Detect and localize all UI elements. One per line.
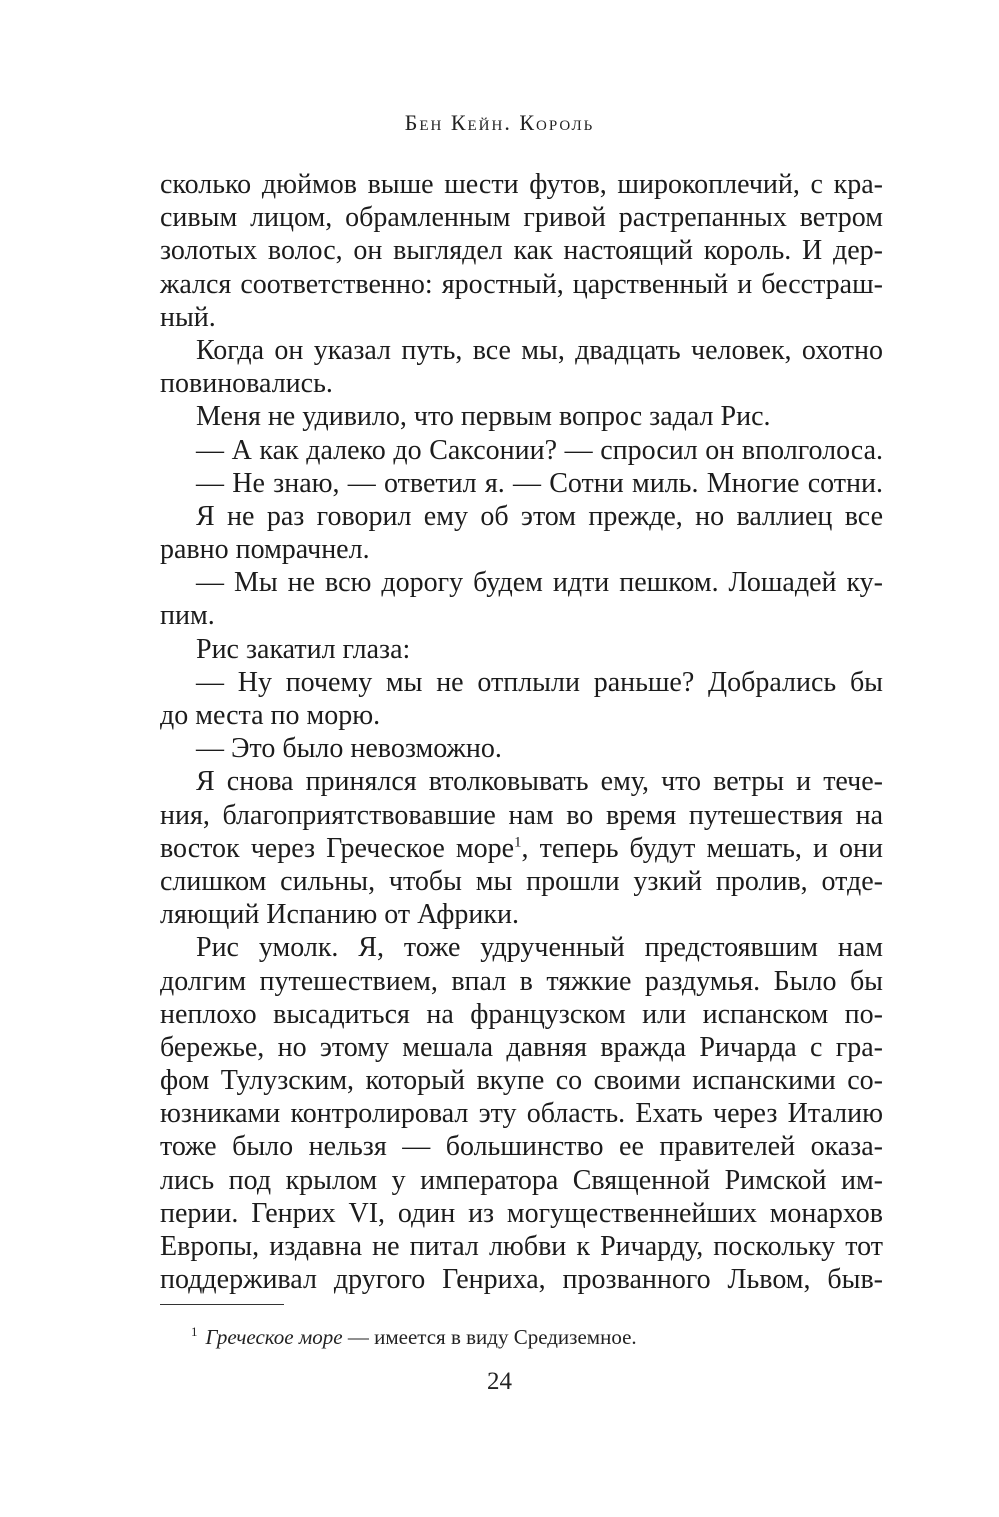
text-line: неплохо высадиться на французском или испанском по-	[160, 998, 883, 1030]
text-line: Европы, издавна не питал любви к Ричарду, поскольку тот	[160, 1231, 883, 1262]
text-line: жался соответственно: яростный, царственный и бесстраш-	[160, 268, 883, 300]
text-segment: , теперь будут мешать, и они	[521, 832, 883, 864]
text-line: ляющий Испанию от Африки.	[160, 899, 519, 931]
page-number: 24	[487, 1368, 512, 1395]
text-line: — Это было невозможно.	[196, 733, 502, 765]
text-line-with-footnote-ref	[160, 832, 883, 865]
text-line: поддерживал другого Генриха, прозванного Львом, быв-	[160, 1264, 883, 1296]
text-line: юзниками контролировал эту область. Ехать через Италию	[160, 1098, 883, 1130]
text-line: Я не раз говорил ему об этом прежде, но валлиец все	[196, 500, 883, 532]
text-line: повиновались.	[160, 368, 333, 400]
running-head: Бен Кейн. Король	[404, 110, 595, 135]
text-line: тоже было нельзя — большинство ее правителей оказа-	[160, 1131, 883, 1163]
text-line: — Не знаю, — ответил я. — Сотни миль. Многие сотни.	[196, 467, 883, 499]
text-line: лись под крылом у императора Священной Римской им-	[160, 1164, 883, 1196]
text-line: слишком сильны, чтобы мы прошли узкий пролив, отде-	[160, 865, 883, 897]
footnote-mark: 1	[191, 1324, 198, 1339]
text-line: фом Тулузским, который вкупе со своими испанскими со-	[160, 1065, 883, 1097]
footnote-divider	[160, 1304, 284, 1305]
footnote	[191, 1318, 637, 1351]
text-line: Меня не удивило, что первым вопрос задал Рис.	[196, 401, 771, 433]
text-line: ния, благоприятствовавшие нам во время путешествия на	[160, 799, 883, 831]
text-line: перии. Генрих VI, один из могущественнейших монархов	[160, 1197, 883, 1229]
text-segment: восток через Греческое море	[160, 832, 515, 864]
text-line: пим.	[160, 600, 215, 632]
text-line: равно помрачнел.	[160, 534, 370, 566]
text-line: золотых волос, он выглядел как настоящий король. И дер-	[160, 235, 883, 267]
text-line: долгим путешествием, впал в тяжкие раздумья. Было бы	[160, 965, 883, 997]
text-line: бережье, но этому мешала давняя вражда Ричарда с гра-	[160, 1031, 883, 1063]
text-line: Рис закатил глаза:	[196, 633, 411, 665]
text-line: Рис умолк. Я, тоже удрученный предстоявшим нам	[196, 932, 883, 964]
text-line: сивым лицом, обрамленным гривой растрепанных ветром	[160, 202, 883, 234]
footnote-text: — имеется в виду Средиземное.	[342, 1325, 637, 1349]
text-line: — Мы не всю дорогу будем идти пешком. Лошадей ку-	[196, 567, 883, 599]
body-text	[160, 168, 883, 1296]
text-line: ный.	[160, 301, 216, 333]
text-line: — А как далеко до Саксонии? — спросил он вполголоса.	[196, 434, 883, 466]
footnote-reference[interactable]: 1	[514, 834, 522, 851]
text-line: — Ну почему мы не отплыли раньше? Добрались бы	[196, 666, 883, 698]
text-line: Когда он указал путь, все мы, двадцать человек, охотно	[196, 334, 883, 366]
text-line: Я снова принялся втолковывать ему, что ветры и тече-	[196, 766, 883, 798]
text-line: до места по морю.	[160, 700, 381, 731]
text-line: сколько дюймов выше шести футов, широкоплечий, с кра-	[160, 169, 883, 200]
footnote-term: Греческое море	[205, 1325, 343, 1349]
